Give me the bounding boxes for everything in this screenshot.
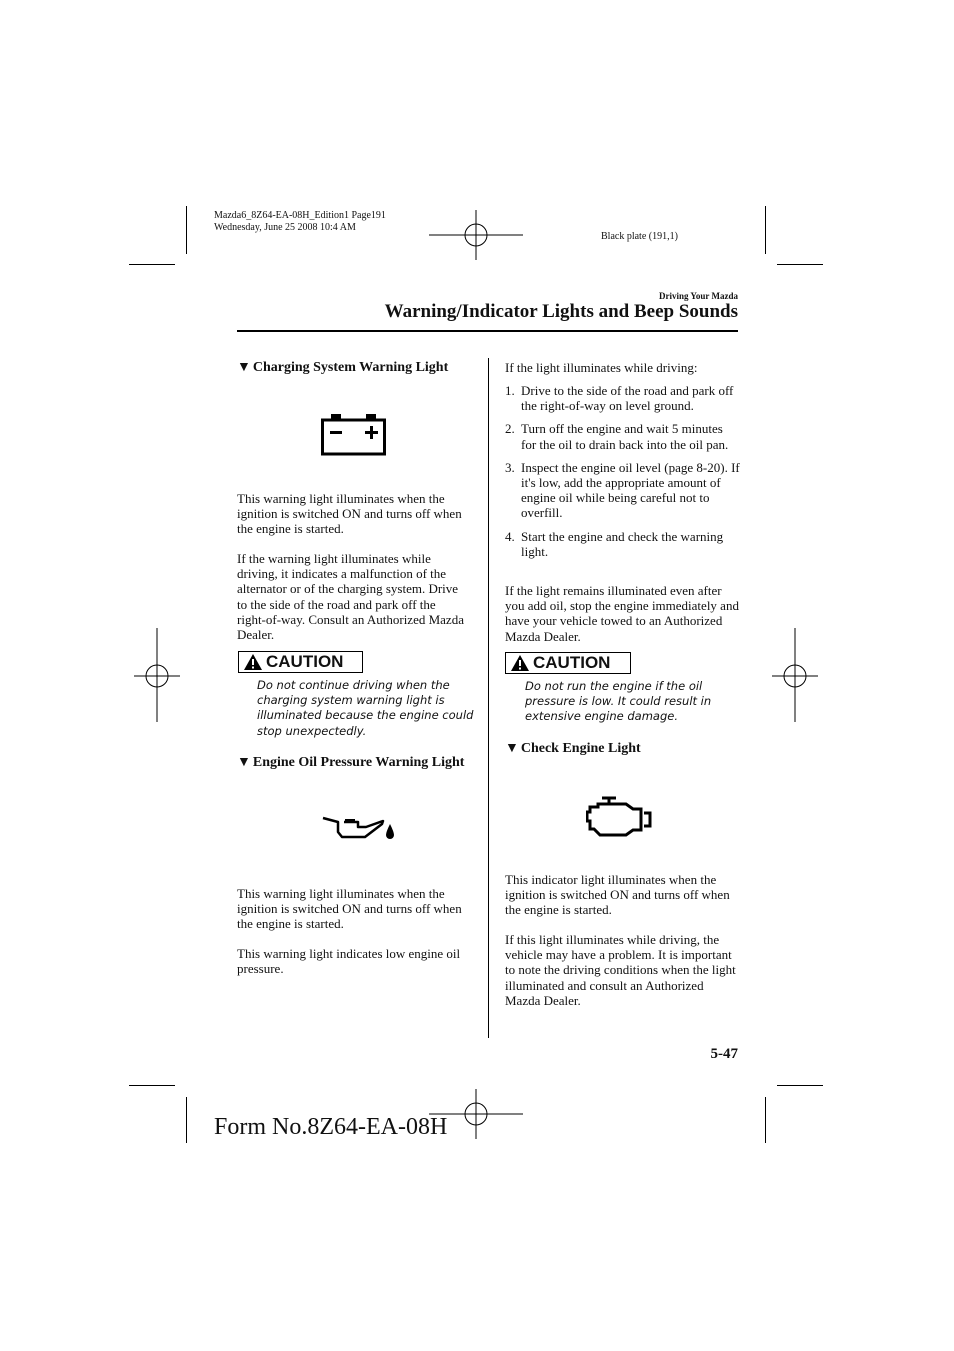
print-date-line: Wednesday, June 25 2008 10:4 AM: [214, 222, 356, 233]
crop-mark: [186, 1097, 187, 1143]
step-number: 4.: [505, 528, 515, 544]
list-item: [505, 421, 740, 451]
charging-paragraph-2: If the warning light illuminates while driving, it indicates a malfunction of the alternator or of the charging system. Drive to the side of the road and park off the right-of-way. Consult an Authorized Mazda Dealer.: [237, 551, 464, 643]
charging-paragraph-1: This warning light illuminates when the ignition is switched ON and turns off when the engine is started.: [237, 491, 462, 537]
step-text: Inspect the engine oil level (page 8-20). If it's low, add the appropriate amount of engine oil while being careful not to overfill.: [521, 459, 740, 521]
right-paragraph-after: If the light remains illuminated even after you add oil, stop the engine immediately and have your vehicle towed to an Authorized Mazda Dealer.: [505, 583, 739, 644]
triangle-bullet-icon: ▼: [237, 360, 251, 375]
oil-steps-list: [505, 383, 740, 567]
step-text: Drive to the side of the road and park off the right-of-way on level ground.: [521, 383, 734, 414]
caution-badge: [505, 652, 631, 674]
registration-mark-icon: [429, 210, 523, 260]
oil-paragraph-1: This warning light illuminates when the ignition is switched ON and turns off when the engine is started.: [237, 886, 462, 932]
crop-mark: [129, 264, 175, 265]
charging-heading: [237, 360, 448, 376]
charging-heading-text: Charging System Warning Light: [252, 360, 449, 375]
warning-triangle-icon: [510, 654, 530, 672]
check-engine-heading: [505, 741, 641, 757]
list-item: [505, 529, 740, 559]
oil-can-icon: [320, 812, 394, 842]
print-file-line: Mazda6_8Z64-EA-08H_Edition1 Page191: [214, 210, 386, 221]
battery-icon: [320, 412, 388, 458]
caution-text: Do not run the engine if the oil pressure is low. It could result in extensive engine damage.: [525, 679, 712, 724]
caution-label: CAUTION: [266, 652, 344, 671]
caution-badge: [238, 651, 363, 673]
step-text: Start the engine and check the warning light.: [521, 528, 724, 559]
check-paragraph-2: If this light illuminates while driving, the vehicle may have a problem. It is important to note the driving conditions when the light illuminated and consult an Authorized Mazda Dealer.: [505, 932, 736, 1008]
check-engine-heading-text: Check Engine Light: [520, 741, 641, 756]
list-item: [505, 383, 740, 413]
crop-mark: [186, 206, 187, 254]
registration-mark-icon: [772, 628, 818, 722]
step-number: 3.: [505, 459, 515, 475]
caution-text: Do not continue driving when the charging system warning light is illuminated because the engine could stop unexpectedly.: [257, 678, 474, 738]
crop-mark: [129, 1085, 175, 1086]
oil-heading-text: Engine Oil Pressure Warning Light: [252, 755, 465, 770]
step-text: Turn off the engine and wait 5 minutes for the oil to drain back into the oil pan.: [521, 421, 729, 452]
step-number: 2.: [505, 421, 515, 437]
oil-heading: [237, 755, 464, 771]
check-paragraph-1: This indicator light illuminates when the ignition is switched ON and turns off when the engine is started.: [505, 872, 730, 918]
crop-mark: [777, 264, 823, 265]
oil-paragraph-2: This warning light indicates low engine oil pressure.: [237, 946, 461, 977]
triangle-bullet-icon: ▼: [505, 741, 519, 756]
crop-mark: [777, 1085, 823, 1086]
triangle-bullet-icon: ▼: [237, 755, 251, 770]
list-item: [505, 460, 740, 521]
engine-icon: [586, 795, 654, 837]
section-label: Driving Your Mazda: [658, 291, 738, 301]
page-title: Warning/Indicator Lights and Beep Sounds: [384, 301, 738, 322]
plate-label: Black plate (191,1): [601, 231, 678, 242]
crop-mark: [765, 1097, 766, 1143]
crop-mark: [765, 206, 766, 254]
step-number: 1.: [505, 383, 515, 398]
caution-label: CAUTION: [533, 653, 611, 672]
right-intro: If the light illuminates while driving:: [505, 360, 698, 375]
warning-triangle-icon: [243, 653, 263, 671]
header-rule: [237, 330, 738, 332]
column-divider: [488, 358, 489, 1038]
page-number: 5-47: [710, 1046, 738, 1062]
registration-mark-icon: [134, 628, 180, 722]
form-number: Form No.8Z64-EA-08H: [214, 1114, 448, 1140]
